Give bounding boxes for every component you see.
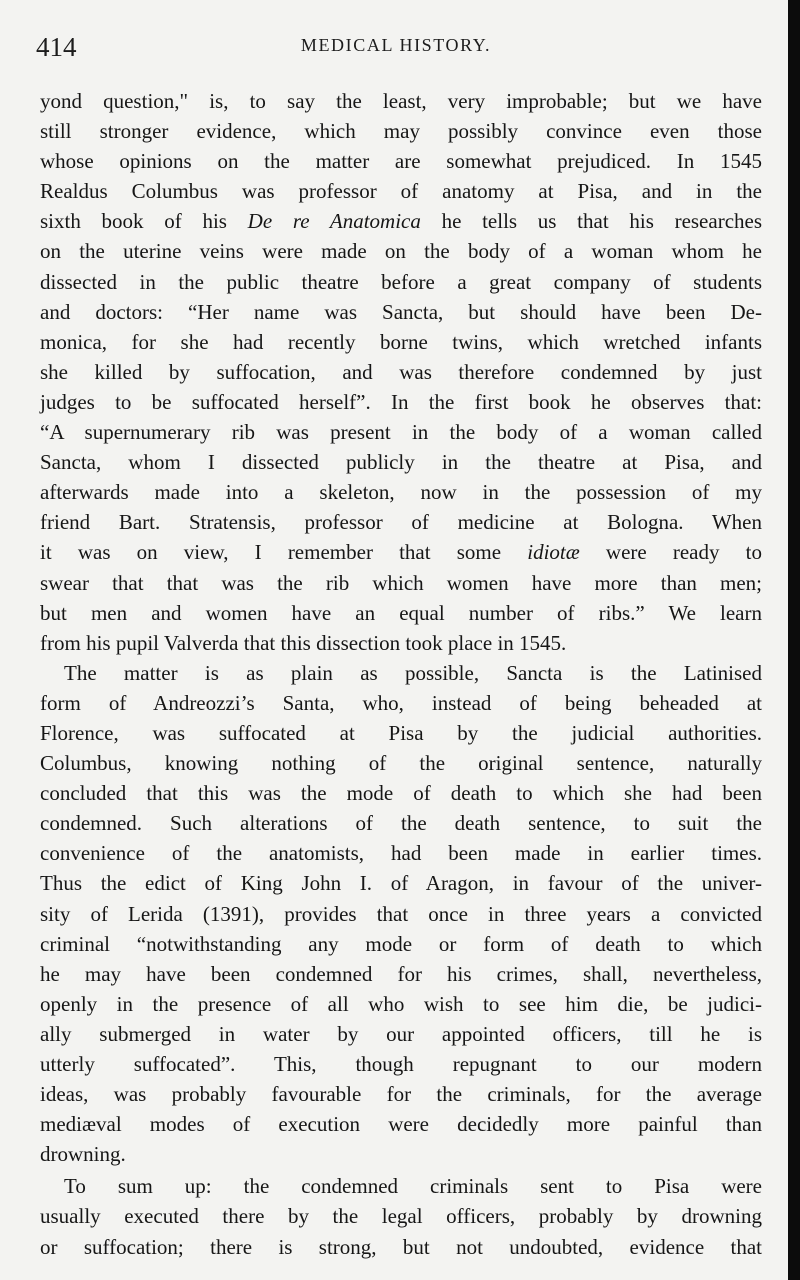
text-line: Florence, was suffocated at Pisa by the judicial authorities.	[40, 720, 762, 745]
text-line: convenience of the anatomists, had been made in earlier times.	[40, 841, 762, 866]
text-line: ideas, was probably favourable for the criminals, for the average	[40, 1082, 762, 1107]
text-line: Realdus Columbus was professor of anatomy at Pisa, and in the	[40, 179, 762, 204]
text-line: Thus the edict of King John I. of Aragon, in favour of the univer-	[40, 871, 762, 896]
running-head: MEDICAL HISTORY.	[300, 35, 492, 55]
text-line: he may have been condemned for his crimes, shall, nevertheless,	[40, 961, 762, 986]
text-line: “A supernumerary rib was present in the body of a woman called	[40, 420, 762, 445]
text-line: she killed by suffocation, and was therefore condemned by just	[40, 359, 762, 384]
italic-term: idiotæ	[527, 540, 580, 565]
text-line: swear that that was the rib which women have more than men;	[40, 570, 762, 595]
text-line: The matter is as plain as possible, Sancta is the Latinised	[64, 660, 762, 685]
text-line: Columbus, knowing nothing of the original sentence, naturally	[40, 751, 762, 776]
page-number: 414	[36, 32, 77, 62]
text-line: sixth book of his De re Anatomica he tells us that his researches	[40, 209, 763, 234]
text-line: sity of Lerida (1391), provides that once in three years a convicted	[40, 901, 762, 926]
text-line: on the uterine veins were made on the body of a woman whom he	[40, 239, 762, 264]
text-line: friend Bart. Stratensis, professor of medicine at Bologna. When	[40, 510, 762, 535]
text-line: dissected in the public theatre before a great company of students	[40, 269, 762, 294]
text-line: ally submerged in water by our appointed officers, till he is	[40, 1021, 762, 1046]
text-line: utterly suffocated”. This, though repugnant to our modern	[40, 1052, 762, 1076]
text-line: judges to be suffocated herself”. In the first book he observes that:	[40, 389, 762, 414]
text-line: Sancta, whom I dissected publicly in the theatre at Pisa, and	[40, 450, 762, 475]
text-line: drowning.	[40, 1142, 126, 1167]
text-line: mediæval modes of execution were decidedly more painful than	[40, 1112, 762, 1137]
text-line: whose opinions on the matter are somewhat prejudiced. In 1545	[40, 149, 762, 174]
italic-term: De re Anatomica	[247, 209, 421, 234]
text-line: and doctors: “Her name was Sancta, but should have been De-	[40, 299, 762, 324]
text-line: but men and women have an equal number of ribs.” We learn	[40, 600, 762, 625]
body-text	[40, 86, 762, 1262]
page-header	[36, 32, 756, 62]
text-line: condemned. Such alterations of the death sentence, to suit the	[40, 811, 762, 836]
text-line: monica, for she had recently borne twins, which wretched infants	[40, 329, 762, 354]
text-line: yond question," is, to say the least, very improbable; but we have	[40, 89, 762, 113]
text-line: openly in the presence of all who wish to see him die, be judici-	[40, 991, 762, 1016]
text-line: criminal “notwithstanding any mode or form of death to which	[40, 931, 762, 956]
page-edge-shadow	[788, 0, 800, 1280]
text-line: To sum up: the condemned criminals sent to Pisa were	[64, 1174, 762, 1199]
text-line: it was on view, I remember that some idiotæ were ready to	[40, 540, 762, 565]
text-line: or suffocation; there is strong, but not undoubted, evidence that	[40, 1234, 762, 1259]
text-line: afterwards made into a skeleton, now in the possession of my	[40, 480, 762, 505]
text-line: from his pupil Valverda that this dissection took place in 1545.	[40, 630, 567, 655]
text-line: usually executed there by the legal officers, probably by drowning	[40, 1204, 762, 1229]
text-line: still stronger evidence, which may possibly convince even those	[40, 119, 762, 144]
text-line: concluded that this was the mode of death to which she had been	[40, 781, 762, 806]
text-line: form of Andreozzi’s Santa, who, instead of being beheaded at	[40, 690, 762, 715]
